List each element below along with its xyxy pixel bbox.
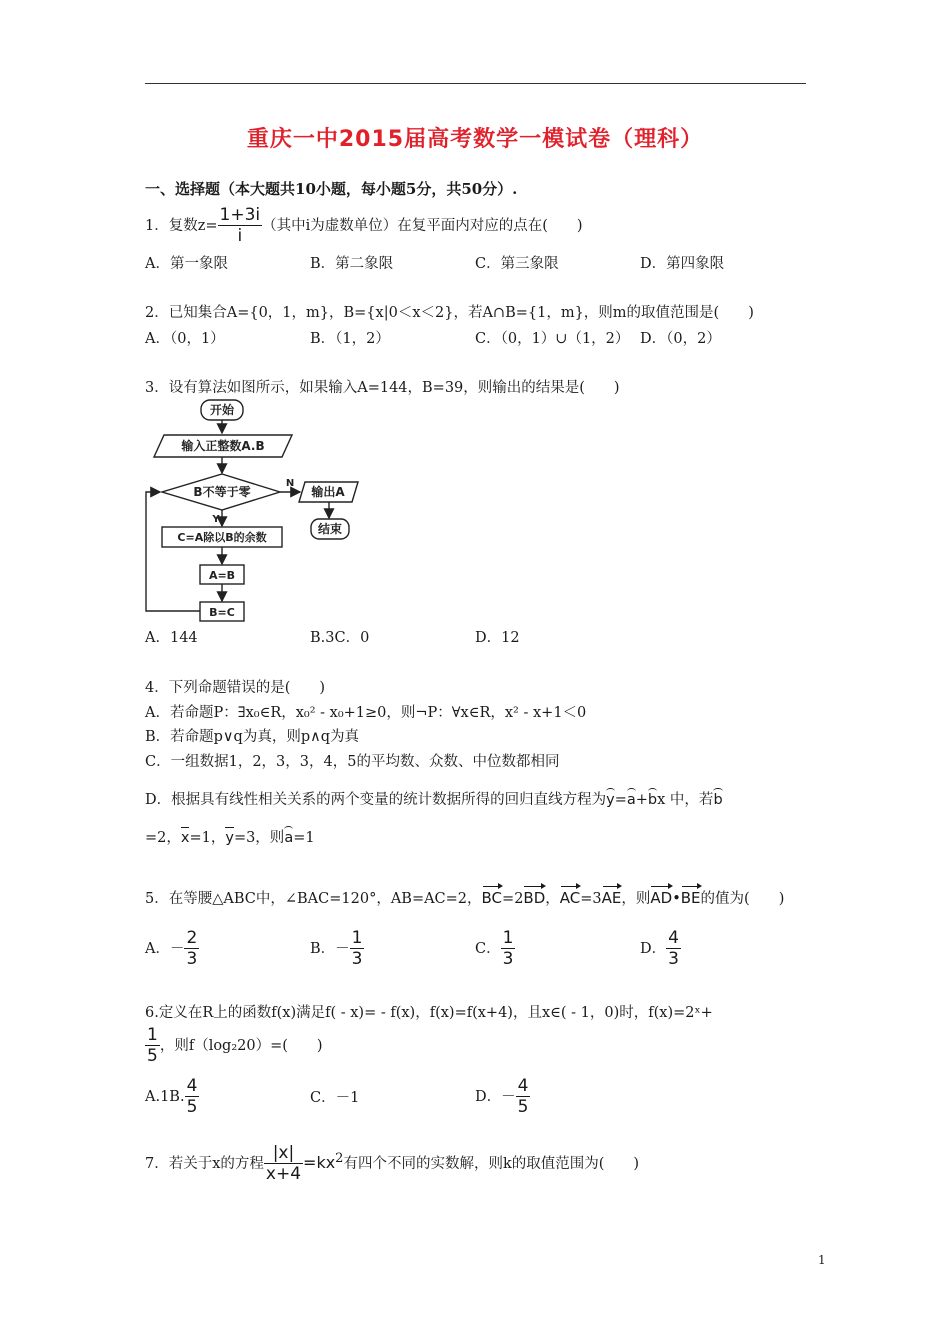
flow-output: 输出A bbox=[311, 485, 345, 499]
q1-fraction bbox=[218, 205, 263, 247]
q5-eq1: =2 bbox=[502, 891, 524, 907]
q1-option-a: A．第一象限 bbox=[145, 256, 228, 272]
q5-option-d bbox=[640, 928, 681, 970]
q5-b-num: 1 bbox=[351, 928, 363, 948]
vector-bd: BD bbox=[523, 889, 546, 907]
q3-option-bc: B.3C．0 bbox=[310, 630, 370, 646]
q1-frac-den: i bbox=[237, 226, 243, 247]
q5-b-fraction bbox=[350, 928, 365, 970]
q4-d-eq1: =2， bbox=[145, 830, 181, 846]
q5-c-den: 3 bbox=[502, 949, 514, 970]
q6-option-c: C．－1 bbox=[310, 1090, 360, 1106]
q4-d-mid: x 中，若 bbox=[657, 792, 714, 808]
q3-option-a: A．144 bbox=[145, 630, 198, 646]
q7-suffix: 有四个不同的实数解，则k的取值范围为( ) bbox=[343, 1155, 640, 1172]
q5-option-b bbox=[310, 928, 364, 970]
q6-frac-den: 5 bbox=[147, 1046, 158, 1067]
question-3-stem: 3．设有算法如图所示，如果输入A=144，B=39，则输出的结果是( ) bbox=[145, 380, 620, 396]
flow-step-assign-b: B=C bbox=[209, 606, 235, 619]
q4-option-d-line2 bbox=[145, 826, 315, 847]
q6-d-num: 4 bbox=[517, 1076, 529, 1096]
q6-frac-num: 1 bbox=[147, 1025, 158, 1045]
question-1-stem bbox=[145, 205, 583, 247]
q6-fraction bbox=[145, 1025, 160, 1067]
q6-d-fraction bbox=[516, 1076, 531, 1118]
q5-a-label: A． bbox=[145, 940, 170, 957]
q7-exponent: 2 bbox=[335, 1151, 344, 1167]
q4-option-b: B．若命题p∨q为真，则p∧q为真 bbox=[145, 729, 360, 745]
x-bar: x bbox=[180, 830, 190, 846]
q4-option-d-line1: D．根据具有线性相关关系的两个变量的统计数据所得的回归直线方程为y=a+bx 中，若b bbox=[145, 792, 723, 808]
vector-ae: AE bbox=[601, 889, 622, 907]
question-6-stem-line2 bbox=[145, 1025, 323, 1067]
q5-text-1: 5．在等腰△ABC中，∠BAC=120°，AB=AC=2， bbox=[145, 891, 482, 907]
question-4-stem: 4．下列命题错误的是( ) bbox=[145, 680, 326, 696]
q5-a-sign: － bbox=[169, 940, 185, 957]
q4-d-eq3: =3，则 bbox=[233, 830, 285, 846]
q4-d-text: D．根据具有线性相关关系的两个变量的统计数据所得的回归直线方程为 bbox=[145, 792, 607, 808]
q5-a-num: 2 bbox=[186, 928, 198, 948]
q6-d-label: D．－ bbox=[475, 1088, 516, 1105]
q4-option-c: C．一组数据1，2，3，3，4，5的平均数、众数、中位数都相同 bbox=[145, 754, 560, 770]
q5-option-c bbox=[475, 928, 515, 970]
q5-a-fraction bbox=[184, 928, 199, 970]
vector-ac: AC bbox=[559, 889, 581, 907]
q5-c-label: C． bbox=[475, 940, 501, 957]
q5-sep: ， bbox=[545, 891, 560, 907]
q1-option-d: D．第四象限 bbox=[640, 256, 725, 272]
q4-option-a: A．若命题P：∃x₀∈R，x₀² - x₀+1≥0，则¬P：∀x∈R，x² - x+1＜0 bbox=[145, 705, 587, 721]
vector-bc: BC bbox=[481, 889, 503, 907]
q5-dot: • bbox=[672, 891, 681, 907]
question-6-stem-line1: 6.定义在R上的函数f(x)满足f( - x)= - f(x)，f(x)=f(x+4)，且x∈( - 1，0)时，f(x)=2ˣ+ bbox=[145, 1005, 713, 1021]
b-hat-2: b bbox=[713, 792, 723, 808]
q6-a-label: A.1B. bbox=[145, 1088, 185, 1105]
flow-step-remainder: C=A除以B的余数 bbox=[177, 531, 267, 544]
q5-d-num: 4 bbox=[668, 928, 679, 948]
flow-step-assign-a: A=B bbox=[208, 569, 236, 582]
flow-end: 结束 bbox=[317, 522, 343, 536]
q6-stem2: ，则f（log₂20）=( ) bbox=[159, 1037, 323, 1054]
flow-condition: B不等于零 bbox=[193, 485, 251, 499]
q6-b-fraction bbox=[185, 1076, 200, 1118]
a-hat: a bbox=[626, 792, 636, 808]
question-2-stem: 2．已知集合A={0，1，m}，B={x|0＜x＜2}，若A∩B={1，m}，则m的取值范围是( ) bbox=[145, 305, 754, 321]
y-bar: y bbox=[225, 830, 234, 846]
flow-start: 开始 bbox=[209, 403, 235, 417]
q7-fraction bbox=[264, 1143, 303, 1185]
q6-d-den: 5 bbox=[517, 1097, 529, 1118]
q5-option-a bbox=[145, 928, 199, 970]
q5-text-3: 的值为( ) bbox=[700, 891, 785, 907]
q7-frac-num: |x| bbox=[264, 1143, 303, 1164]
q5-b-label: B． bbox=[310, 940, 336, 957]
q2-option-a: A．（0，1） bbox=[145, 331, 225, 347]
q5-b-den: 3 bbox=[351, 949, 363, 970]
q7-prefix: 7．若关于x的方程 bbox=[145, 1155, 264, 1172]
q3-option-d: D．12 bbox=[475, 630, 520, 646]
q5-c-fraction bbox=[501, 928, 516, 970]
q4-d-eq2: =1， bbox=[189, 830, 226, 846]
q1-frac-num: 1+3i bbox=[219, 205, 261, 225]
q6-option-d bbox=[475, 1076, 530, 1118]
flow-input: 输入正整数A.B bbox=[181, 439, 265, 453]
q6-option-ab bbox=[145, 1076, 199, 1118]
header-rule bbox=[145, 83, 806, 84]
q5-d-den: 3 bbox=[668, 949, 679, 970]
q2-option-d: D．（0，2） bbox=[640, 331, 721, 347]
q5-text-2: ，则 bbox=[621, 891, 651, 907]
q5-d-label: D． bbox=[640, 940, 667, 957]
q2-option-b: B．（1，2） bbox=[310, 331, 390, 347]
q5-d-fraction bbox=[666, 928, 681, 970]
y-hat: y bbox=[606, 792, 615, 808]
q1-option-b: B．第二象限 bbox=[310, 256, 394, 272]
q7-mid: =kx bbox=[303, 1152, 336, 1172]
page-title: 重庆一中2015届高考数学一模试卷（理科） bbox=[246, 127, 704, 152]
page-number: 1 bbox=[818, 1253, 826, 1267]
q5-b-sign: － bbox=[335, 940, 350, 957]
q6-b-num: 4 bbox=[186, 1076, 198, 1096]
q2-option-c: C．（0，1）∪（1，2） bbox=[475, 331, 630, 347]
section-heading: 一、选择题（本大题共10小题，每小题5分，共50分）. bbox=[145, 180, 518, 198]
q5-eq2: =3 bbox=[580, 891, 602, 907]
q7-frac-den: x+4 bbox=[265, 1164, 302, 1185]
q5-a-den: 3 bbox=[186, 949, 198, 970]
q4-d-eq4: =1 bbox=[293, 830, 315, 846]
q6-b-den: 5 bbox=[186, 1097, 198, 1118]
q5-c-num: 1 bbox=[502, 928, 514, 948]
q1-suffix: （其中i为虚数单位）在复平面内对应的点在( ) bbox=[262, 217, 583, 234]
question-7-stem bbox=[145, 1143, 639, 1185]
a-hat-2: a bbox=[284, 830, 294, 846]
q1-option-c: C．第三象限 bbox=[475, 256, 559, 272]
flow-yes-label: Y bbox=[212, 514, 220, 525]
q1-prefix: 1．复数z= bbox=[145, 217, 218, 234]
vector-be: BE bbox=[680, 889, 701, 907]
flowchart bbox=[140, 396, 380, 626]
b-hat: b bbox=[647, 792, 658, 808]
flow-no-label: N bbox=[285, 478, 295, 489]
question-5-stem bbox=[145, 887, 784, 908]
vector-ad: AD bbox=[650, 889, 673, 907]
